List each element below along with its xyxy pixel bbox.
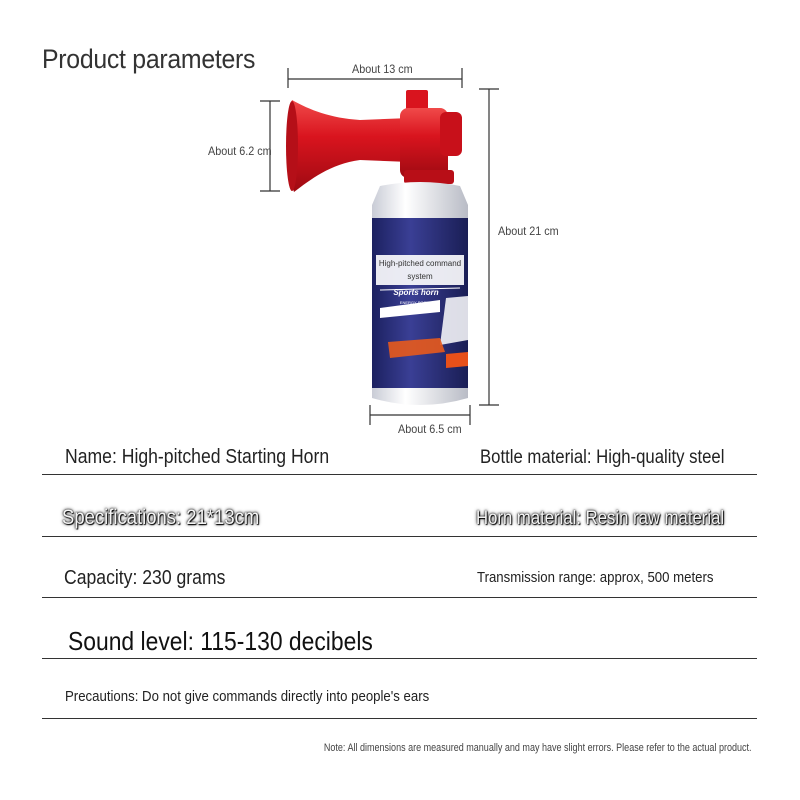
footer-note: Note: All dimensions are measured manually and may have slight errors. Please refer to the actual product. (324, 742, 752, 754)
dimension-width-top: About 13 cm (352, 62, 413, 76)
spec-precautions: Precautions: Do not give commands directly into people's ears (65, 688, 430, 705)
spec-specifications: Specifications: 21*13cm (62, 506, 260, 529)
divider (42, 718, 757, 719)
spec-sound-level: Sound level: 115-130 decibels (68, 626, 373, 656)
divider (42, 536, 757, 537)
divider (42, 658, 757, 659)
dimension-bottom-width: About 6.5 cm (398, 422, 462, 436)
spec-bottle-material: Bottle material: High-quality steel (480, 447, 725, 468)
can-tagline: ENERGY POSITIVE (399, 300, 437, 305)
air-horn-illustration (200, 60, 560, 440)
can-label-line1: High-pitched command (378, 259, 462, 268)
spec-horn-material: Horn material: Resin raw material (476, 508, 725, 529)
spec-name: Name: High-pitched Starting Horn (65, 446, 330, 468)
spec-capacity: Capacity: 230 grams (64, 567, 226, 589)
divider (42, 597, 757, 598)
divider (42, 474, 757, 475)
can-brand: Sports horn (393, 288, 439, 297)
can-label-line2: system (407, 272, 433, 281)
horn-bell (287, 100, 410, 192)
dimension-horn-height: About 6.2 cm (208, 144, 272, 158)
dimension-total-height: About 21 cm (498, 224, 559, 238)
page-title: Product parameters (42, 44, 256, 74)
spec-transmission: Transmission range: approx, 500 meters (477, 569, 714, 586)
